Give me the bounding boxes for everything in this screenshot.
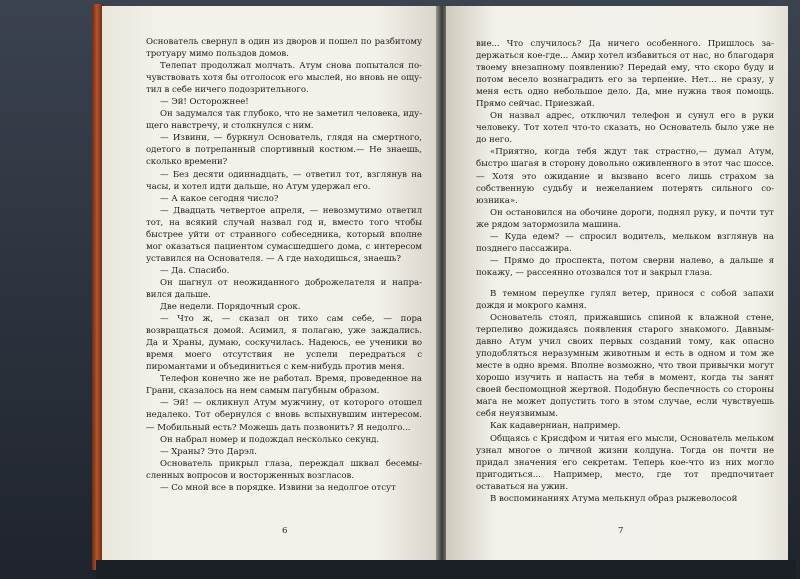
paragraph: Как кадаверниан, например.: [490, 421, 621, 432]
paragraph: — Двадцать четвертое апреля, — невозмутимо ответил тот, на всякий случай назвал год и, вместо того чтобы быстрее уйти от странного собеседника, который вполне мог оказаться пациентом сумасшедшего дома, с интересом уставился на Основателя. — А где находишься, знаешь?: [146, 205, 422, 264]
paragraph: — Эй! — окликнул Атум мужчину, от которого отошел недалеко. Тот обернулся с вновь вспыхнувшим интересом. — Мобильный есть? Можешь дать позвонить? Я недолго...: [146, 398, 422, 433]
paragraph: — Извини, — буркнул Основатель, глядя на смертного, одетого в потрепанный спортивный костюм.— Не знаешь, сколько времени?: [146, 133, 422, 168]
paragraph: — Храны? Это Дарэл.: [160, 446, 257, 457]
paragraph: — Со мной все в порядке. Извини за недолгое отсут: [160, 482, 396, 493]
left-page: [102, 6, 438, 562]
right-page: [446, 6, 788, 562]
paragraph: Основатель свернул в один из дворов и пошел по разбитому тротуару мимо польздов домов.: [146, 37, 422, 60]
paragraph: — Куда едем? — спросил водитель, мельком взглянув на позднего пассажира.: [476, 231, 774, 254]
paragraph: Он шагнул от неожиданного доброжелателя и направился дальше.: [146, 277, 422, 300]
scanner-bed: [96, 560, 796, 579]
paragraph: — Эй! Осторожнее!: [160, 97, 249, 108]
paragraph: Он задумался так глубоко, что не заметил человека, идущего навстречу, и столкнулся с ним.: [146, 109, 422, 132]
paragraph: вие... Что случилось? Да ничего особенного. Пришлось задержаться кое-где... Амир хотел избавиться от нас, но благодаря твоему внезапному появлению? Передай ему, что скоро буду и потом весело вознаградить его за терпение. Нет... не сразу, у меня есть одно небольшое дело. Да, мне нужна твоя помощь. Прямо сейчас. Приезжай.: [476, 39, 774, 110]
paragraph: В воспоминаниях Атума мелькнул образ рыжеволосой: [490, 493, 738, 504]
paragraph: Он назвал адрес, отключил телефон и сунул его в руки человеку. Тот хотел что-то сказать, но Основатель было уже не до него.: [476, 111, 774, 146]
page-number: 7: [618, 526, 624, 536]
section-break: [476, 279, 774, 288]
paragraph: «Приятно, когда тебя ждут так страстно,— думал Атум, быстро шагая в сторону довольно оживленного в этот час шоссе.— Хотя это ожидание и вызвано всего лишь страхом за собственную судьбу и нежеланием потерять сильного союзника».: [476, 147, 774, 206]
page-number: 6: [282, 526, 288, 536]
paragraph: Он набрал номер и подождал несколько секунд.: [160, 434, 380, 445]
paragraph: — Что ж, — сказал он тихо сам себе, — пора возвращаться домой. Асимил, я полагаю, уже заждались. Да и Храны, думаю, соскучилась. Надеюсь, ее ученики во время моего отсутствия не успели передраться с пиромантами и объединиться с кем-нибудь против меня.: [146, 314, 422, 373]
paragraph: Основатель стоял, прижавшись спиной к влажной стене, терпеливо дожидаясь появления старого знакомого. Давным-давно Атум учил своих первых созданий тому, как опасно уподобляться неразумным животным и есть в одном и том же месте в одно время. Вполне возможно, что твои привычки могут хорошо изучить и напасть на тебя в момент, когда ты занят своей беспомощной жертвой. Подобную беспечность со стороны мага не может допустить того в этом случае, если чувствуешь себя неуязвимым.: [476, 313, 774, 420]
paragraph: — Да. Спасибо.: [160, 265, 230, 276]
paragraph: В темном переулке гулял ветер, принося с собой запахи дождя и мокрого камня.: [476, 288, 774, 311]
paragraph: — Прямо до проспекта, потом сверни налево, а дальше я покажу, — рассеянно отозвался тот и закрыл глаза.: [476, 255, 774, 278]
paragraph: Телефон конечно же не работал. Время, проведенное на Грани, сказалось на нем самым пагубным образом.: [146, 374, 422, 397]
paragraph: Он остановился на обочине дороги, поднял руку, и почти тут же рядом затормозила машина.: [476, 207, 774, 230]
paragraph: — Без десяти одиннадцать, — ответил тот, взглянув на часы, и хотел идти дальше, но Атум удержал его.: [146, 169, 422, 192]
paragraph: Две недели. Порядочный срок.: [160, 302, 301, 313]
paragraph: Общаясь с Крисдфом и читая его мысли, Основатель мельком узнал многое о личной жизни колдуна. Тогда он почти не придал значения его секретам. Теперь кое-что из них могло пригодиться... Например, место, где тот предпочитает оставаться на ужин.: [476, 433, 774, 492]
paragraph: Телепат продолжал молчать. Атум снова попытался почувствовать хотя бы отголосок его мыслей, но вновь не ощутил в себе ничего подозрительного.: [146, 61, 422, 96]
paragraph: — А какое сегодня число?: [160, 193, 279, 204]
paragraph: Основатель прикрыл глаза, переждал шквал бесемысленных вопросов и восторженных возгласов.: [146, 458, 422, 481]
